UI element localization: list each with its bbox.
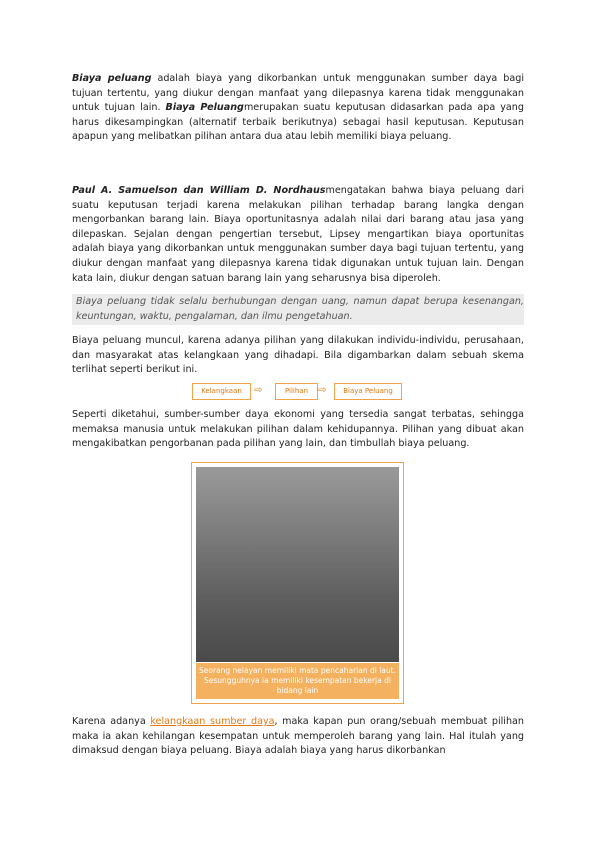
fisherman-photo <box>196 467 399 662</box>
paragraph-definition <box>72 72 524 145</box>
figure-fisherman <box>191 462 404 704</box>
paragraph-text: merupakan suatu keputusan didasarkan pada apa yang harus dikesampingkan (alternatif terbaik berikutnya) sebagai hasil keputusan. Keputusan apapun yang melibatkan pilihan antara dua atau lebih memiliki biaya peluang. <box>72 102 524 143</box>
arrow-right-icon: ⇨ <box>318 385 327 396</box>
paragraph-text: mengatakan bahwa biaya peluang dari suatu keputusan terjadi karena melakukan pilihan terhadap barang langka dengan mengorbankan barang lain. Biaya oportunitasnya adalah nilai dari barang atau jasa yang dilepaskan. Sejalan dengan pengertian tersebut, Lipsey mengartikan biaya oportunitas adalah biaya yang dikorbankan untuk menggunakan sumber daya bagi tujuan tertentu, yang diukur dengan manfaat yang dilepasnya karena tidak digunakan untuk tujuan lain. Dengan kata lain, diukur dengan satuan barang lain yang seharusnya bisa diperoleh. <box>72 185 524 284</box>
arrow-right-icon: ⇨ <box>254 385 263 396</box>
highlight-quote: Biaya peluang tidak selalu berhubungan dengan uang, namun dapat berupa kesenangan, keuntungan, waktu, pengalaman, dan ilmu pengetahuan. <box>72 294 524 325</box>
paragraph-sumber-daya: Seperti diketahui, sumber-sumber daya ekonomi yang tersedia sangat terbatas, sehingga memaksa manusia untuk melakukan pilihan dalam kehidupannya. Pilihan yang dibuat akan mengakibatkan pengorbanan pada pilihan yang lain, dan timbullah biaya peluang. <box>72 409 524 450</box>
scheme-diagram <box>192 383 402 402</box>
link-kelangkaan-sumber-daya[interactable]: kelangkaan sumber daya <box>150 716 275 727</box>
authors-name: Paul A. Samuelson dan William D. Nordhaus <box>72 185 326 196</box>
term-biaya-peluang-2: Biaya Peluang <box>165 102 244 114</box>
term-biaya-peluang: Biaya peluang <box>72 73 152 84</box>
scheme-box-pilihan: Pilihan <box>275 383 318 400</box>
figure-caption: Seorang nelayan memiliki mata pencaharian di laut. Sesungguhnya ia memiliki kesempatan bekerja di bidang lain <box>196 663 399 699</box>
paragraph-text: Karena adanya <box>72 716 151 727</box>
paragraph-samuelson <box>72 184 524 286</box>
paragraph-text: adalah biaya yang dikorbankan untuk menggunakan sumber daya bagi tujuan tertentu, yang diukur dengan manfaat yang dilepasnya karena tidak menggunakan untuk tujuan lain. <box>72 73 524 114</box>
paragraph-text: , maka kapan pun orang/sebuah membuat pilihan maka ia akan kehilangan kesempatan untuk memperoleh barang yang lain. Hal itulah yang dimaksud dengan biaya peluang. Biaya adalah biaya yang harus dikorbankan <box>72 716 524 757</box>
paragraph-pilihan: Biaya peluang muncul, karena adanya pilihan yang dilakukan individu-individu, perusahaan, dan masyarakat atas kelangkaan yang dihadapi. Bila digambarkan dalam sebuah skema terlihat seperti berikut ini. <box>72 335 524 376</box>
paragraph-kelangkaan <box>72 715 524 759</box>
scheme-box-biaya-peluang: Biaya Peluang <box>334 383 402 400</box>
scheme-box-kelangkaan: Kelangkaan <box>192 383 251 400</box>
